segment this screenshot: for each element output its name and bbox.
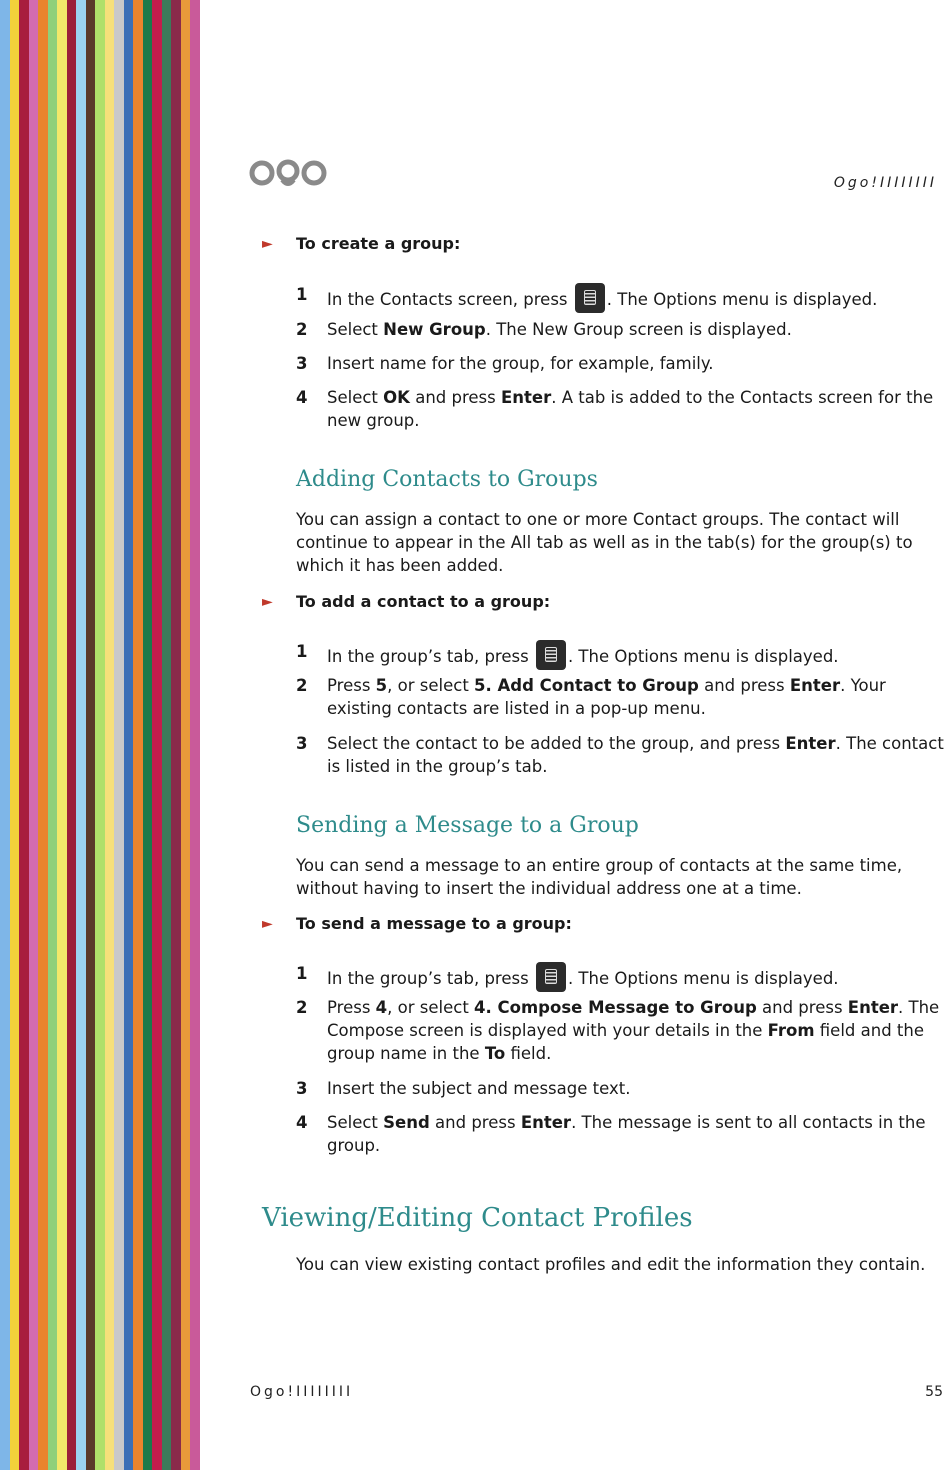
step: 3 Insert the subject and message text.	[296, 1079, 631, 1098]
paragraph: You can assign a contact to one or more Contact groups. The contact will continue to appear in the All tab as well as in the tab(s) for the group(s) to which it has been added.	[296, 510, 913, 575]
step: 3 Insert name for the group, for example, family.	[296, 354, 714, 373]
stripe	[181, 0, 191, 1470]
stripe	[114, 0, 124, 1470]
paragraph: You can view existing contact profiles and edit the information they contain.	[296, 1255, 926, 1274]
step: 2 Select New Group. The New Group screen is displayed.	[296, 320, 792, 339]
stripe	[95, 0, 105, 1470]
section-heading: Sending a Message to a Group	[296, 813, 639, 838]
stripe	[76, 0, 86, 1470]
procedure-title: ► To add a contact to a group:	[262, 592, 551, 611]
arrow-icon: ►	[262, 593, 273, 610]
options-menu-icon	[536, 640, 566, 670]
chapter-heading: Viewing/Editing Contact Profiles	[262, 1203, 693, 1233]
section-heading: Adding Contacts to Groups	[296, 467, 598, 492]
arrow-icon: ►	[262, 235, 273, 252]
page-number: 55	[925, 1384, 943, 1400]
step: 3 Select the contact to be added to the group, and press Enter. The contact is listed in the group’s tab.	[296, 734, 944, 776]
options-menu-icon	[575, 283, 605, 313]
stripe	[171, 0, 181, 1470]
header-title: Ogo!IIIIIIII	[833, 175, 937, 191]
ogo-logo	[248, 154, 332, 188]
stripe	[19, 0, 29, 1470]
arrow-icon: ►	[262, 915, 273, 932]
stripe	[38, 0, 48, 1470]
step: 1 In the Contacts screen, press . The Options menu is displayed.	[296, 283, 945, 313]
step: 4 Select Send and press Enter. The message is sent to all contacts in the group.	[296, 1113, 926, 1155]
procedure-title: ► To create a group:	[262, 234, 461, 253]
step: 1 In the group’s tab, press . The Options menu is displayed.	[296, 640, 945, 670]
stripe	[124, 0, 134, 1470]
stripe	[29, 0, 39, 1470]
stripe	[133, 0, 143, 1470]
stripe	[57, 0, 67, 1470]
stripe	[190, 0, 200, 1470]
stripe	[48, 0, 58, 1470]
footer-title: Ogo!IIIIIIII	[250, 1384, 354, 1400]
stripe	[10, 0, 20, 1470]
stripe	[152, 0, 162, 1470]
decorative-stripes	[0, 0, 200, 1470]
stripe	[0, 0, 10, 1470]
procedure-title: ► To send a message to a group:	[262, 914, 572, 933]
stripe	[86, 0, 96, 1470]
stripe	[143, 0, 153, 1470]
step: 1 In the group’s tab, press . The Options menu is displayed.	[296, 962, 945, 992]
stripe	[105, 0, 115, 1470]
options-menu-icon	[536, 962, 566, 992]
step: 4 Select OK and press Enter. A tab is added to the Contacts screen for the new group.	[296, 388, 934, 430]
step: 2 Press 5, or select 5. Add Contact to Group and press Enter. Your existing contacts are listed in a pop-up menu.	[296, 676, 886, 718]
stripe	[67, 0, 77, 1470]
stripe	[162, 0, 172, 1470]
paragraph: You can send a message to an entire group of contacts at the same time, without having to insert the individual address one at a time.	[296, 856, 903, 898]
step: 2 Press 4, or select 4. Compose Message to Group and press Enter. The Compose screen is displayed with your details in the From field and the group name in the To field.	[296, 998, 940, 1063]
